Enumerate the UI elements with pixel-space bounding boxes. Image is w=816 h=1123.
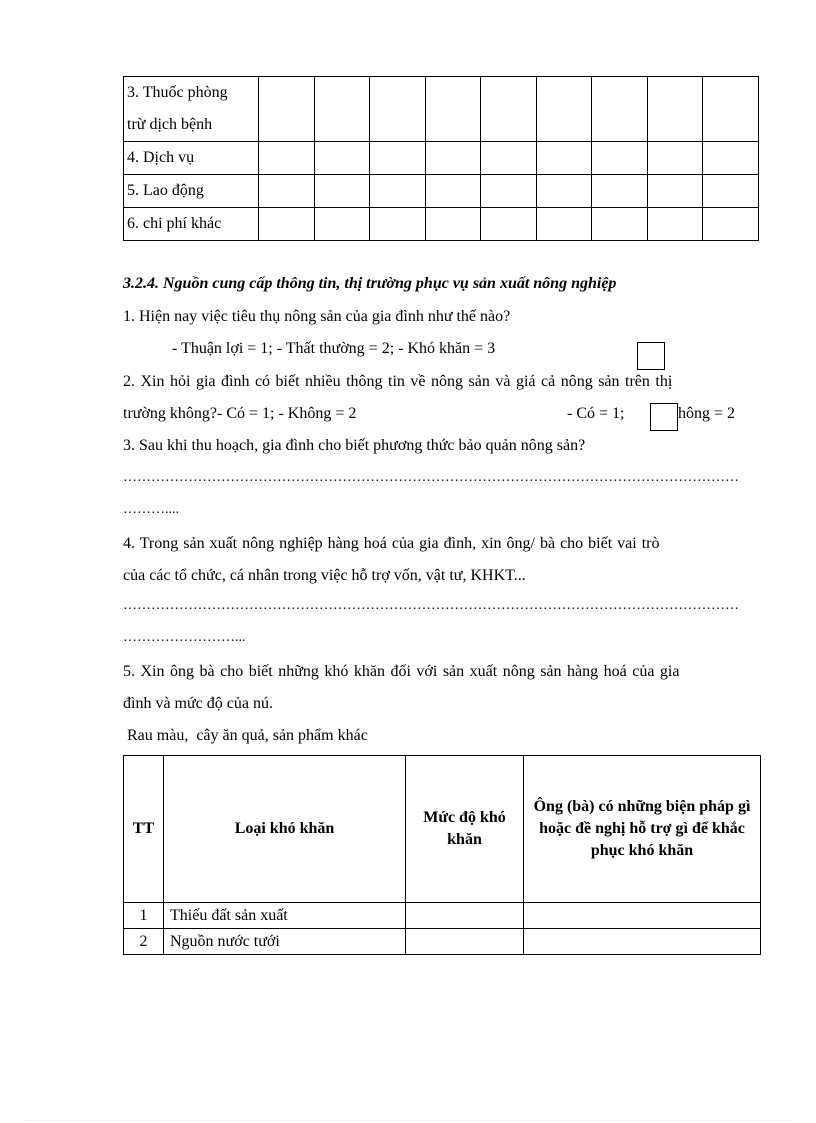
cost-cell[interactable] <box>259 77 315 142</box>
difficulty-measures-cell[interactable] <box>524 929 761 955</box>
cost-cell[interactable] <box>425 175 481 208</box>
question-2-line2: trường không?- Có = 1; - Không = 2 <box>123 405 357 422</box>
question-1-options: - Thuận lợi = 1; - Thất thường = 2; - Khó khăn = 3 <box>172 340 496 357</box>
question-3: 3. Sau khi thu hoạch, gia đình cho biết phương thức bảo quản nông sản? <box>123 437 586 454</box>
cost-cell[interactable] <box>703 175 759 208</box>
cost-cell[interactable] <box>481 77 537 142</box>
cost-row-label: 3. Thuốc phòng trừ dịch bệnh <box>124 77 259 142</box>
cost-cell[interactable] <box>481 175 537 208</box>
cost-cell[interactable] <box>647 208 703 241</box>
question-4-line1: 4. Trong sản xuất nông nghiệp hàng hoá của gia đình, xin ông/ bà cho biết vai trò <box>123 535 660 552</box>
table-subtitle: Rau màu, cây ăn quả, sản phẩm khác <box>123 727 368 744</box>
cost-cell[interactable] <box>647 175 703 208</box>
cost-cell[interactable] <box>370 175 426 208</box>
difficulty-type: Thiếu đất sản xuất <box>164 903 406 929</box>
table-row <box>124 929 761 955</box>
cost-cell[interactable] <box>536 77 592 142</box>
cost-cell[interactable] <box>314 77 370 142</box>
question-5-line1: 5. Xin ông bà cho biết những khó khăn đối với sản xuất nông sản hàng hoá của gia <box>123 663 680 680</box>
section-heading: 3.2.4. Nguồn cung cấp thông tin, thị trường phục vụ sản xuất nông nghiệp <box>123 275 617 292</box>
cost-cell[interactable] <box>536 142 592 175</box>
cost-cell[interactable] <box>536 175 592 208</box>
answer-box-q2[interactable] <box>650 403 678 431</box>
cost-cell[interactable] <box>314 175 370 208</box>
answer-dots-q4[interactable]: …………………………………………………………………………………………………………………… <box>123 598 739 613</box>
header-type: Loại khó khăn <box>164 756 406 903</box>
cost-cell[interactable] <box>647 77 703 142</box>
table-row <box>124 175 759 208</box>
cost-cell[interactable] <box>703 142 759 175</box>
cost-row-label: 6. chi phí khác <box>124 208 259 241</box>
header-measures: Ông (bà) có những biện pháp gì hoặc đề nghị hỗ trợ gì để khắc phục khó khăn <box>524 756 761 903</box>
cost-cell[interactable] <box>592 208 648 241</box>
difficulty-table <box>123 755 761 955</box>
row-number: 1 <box>124 903 164 929</box>
question-2-repeat-b: hông = 2 <box>678 405 736 422</box>
difficulty-type: Nguồn nước tưới <box>164 929 406 955</box>
table-header-row <box>124 756 761 903</box>
question-4-line2: của các tổ chức, cá nhân trong việc hỗ trợ vốn, vật tư, KHKT... <box>123 567 526 584</box>
row-number: 2 <box>124 929 164 955</box>
cost-cell[interactable] <box>592 142 648 175</box>
cost-cell[interactable] <box>481 142 537 175</box>
cost-cell[interactable] <box>425 208 481 241</box>
question-2-repeat-a: - Có = 1; <box>567 405 625 422</box>
cost-cell[interactable] <box>259 208 315 241</box>
cost-cell[interactable] <box>481 208 537 241</box>
cost-cell[interactable] <box>370 77 426 142</box>
table-row <box>124 903 761 929</box>
question-5-line2: đình và mức độ của nú. <box>123 695 273 712</box>
cost-cell[interactable] <box>536 208 592 241</box>
difficulty-level-cell[interactable] <box>406 929 524 955</box>
cost-cell[interactable] <box>703 77 759 142</box>
cost-cell[interactable] <box>314 142 370 175</box>
answer-dots-q3-cont[interactable]: ……….... <box>123 502 179 517</box>
header-level: Mức độ khó khăn <box>406 756 524 903</box>
cost-cell[interactable] <box>314 208 370 241</box>
question-2-line1: 2. Xin hỏi gia đình có biết nhiều thông tin về nông sản và giá cả nông sản trên thị <box>123 373 673 390</box>
cost-cell[interactable] <box>259 142 315 175</box>
page-bottom-divider <box>24 1120 792 1121</box>
cost-cell[interactable] <box>703 208 759 241</box>
cost-cell[interactable] <box>647 142 703 175</box>
table-row <box>124 77 759 142</box>
answer-box-q1[interactable] <box>637 342 665 370</box>
answer-dots-q4-cont[interactable]: ……………………... <box>123 630 246 645</box>
table-row <box>124 142 759 175</box>
cost-cell[interactable] <box>425 142 481 175</box>
difficulty-measures-cell[interactable] <box>524 903 761 929</box>
cost-cell[interactable] <box>592 175 648 208</box>
cost-cell[interactable] <box>425 77 481 142</box>
difficulty-level-cell[interactable] <box>406 903 524 929</box>
cost-row-label: 4. Dịch vụ <box>124 142 259 175</box>
header-tt: TT <box>124 756 164 903</box>
answer-dots-q3[interactable]: …………………………………………………………………………………………………………………… <box>123 470 739 485</box>
cost-table <box>123 76 759 241</box>
cost-row-label: 5. Lao động <box>124 175 259 208</box>
cost-cell[interactable] <box>370 208 426 241</box>
question-1: 1. Hiện nay việc tiêu thụ nông sản của gia đình như thế nào? <box>123 308 511 325</box>
cost-cell[interactable] <box>370 142 426 175</box>
table-row <box>124 208 759 241</box>
cost-cell[interactable] <box>259 175 315 208</box>
cost-cell[interactable] <box>592 77 648 142</box>
